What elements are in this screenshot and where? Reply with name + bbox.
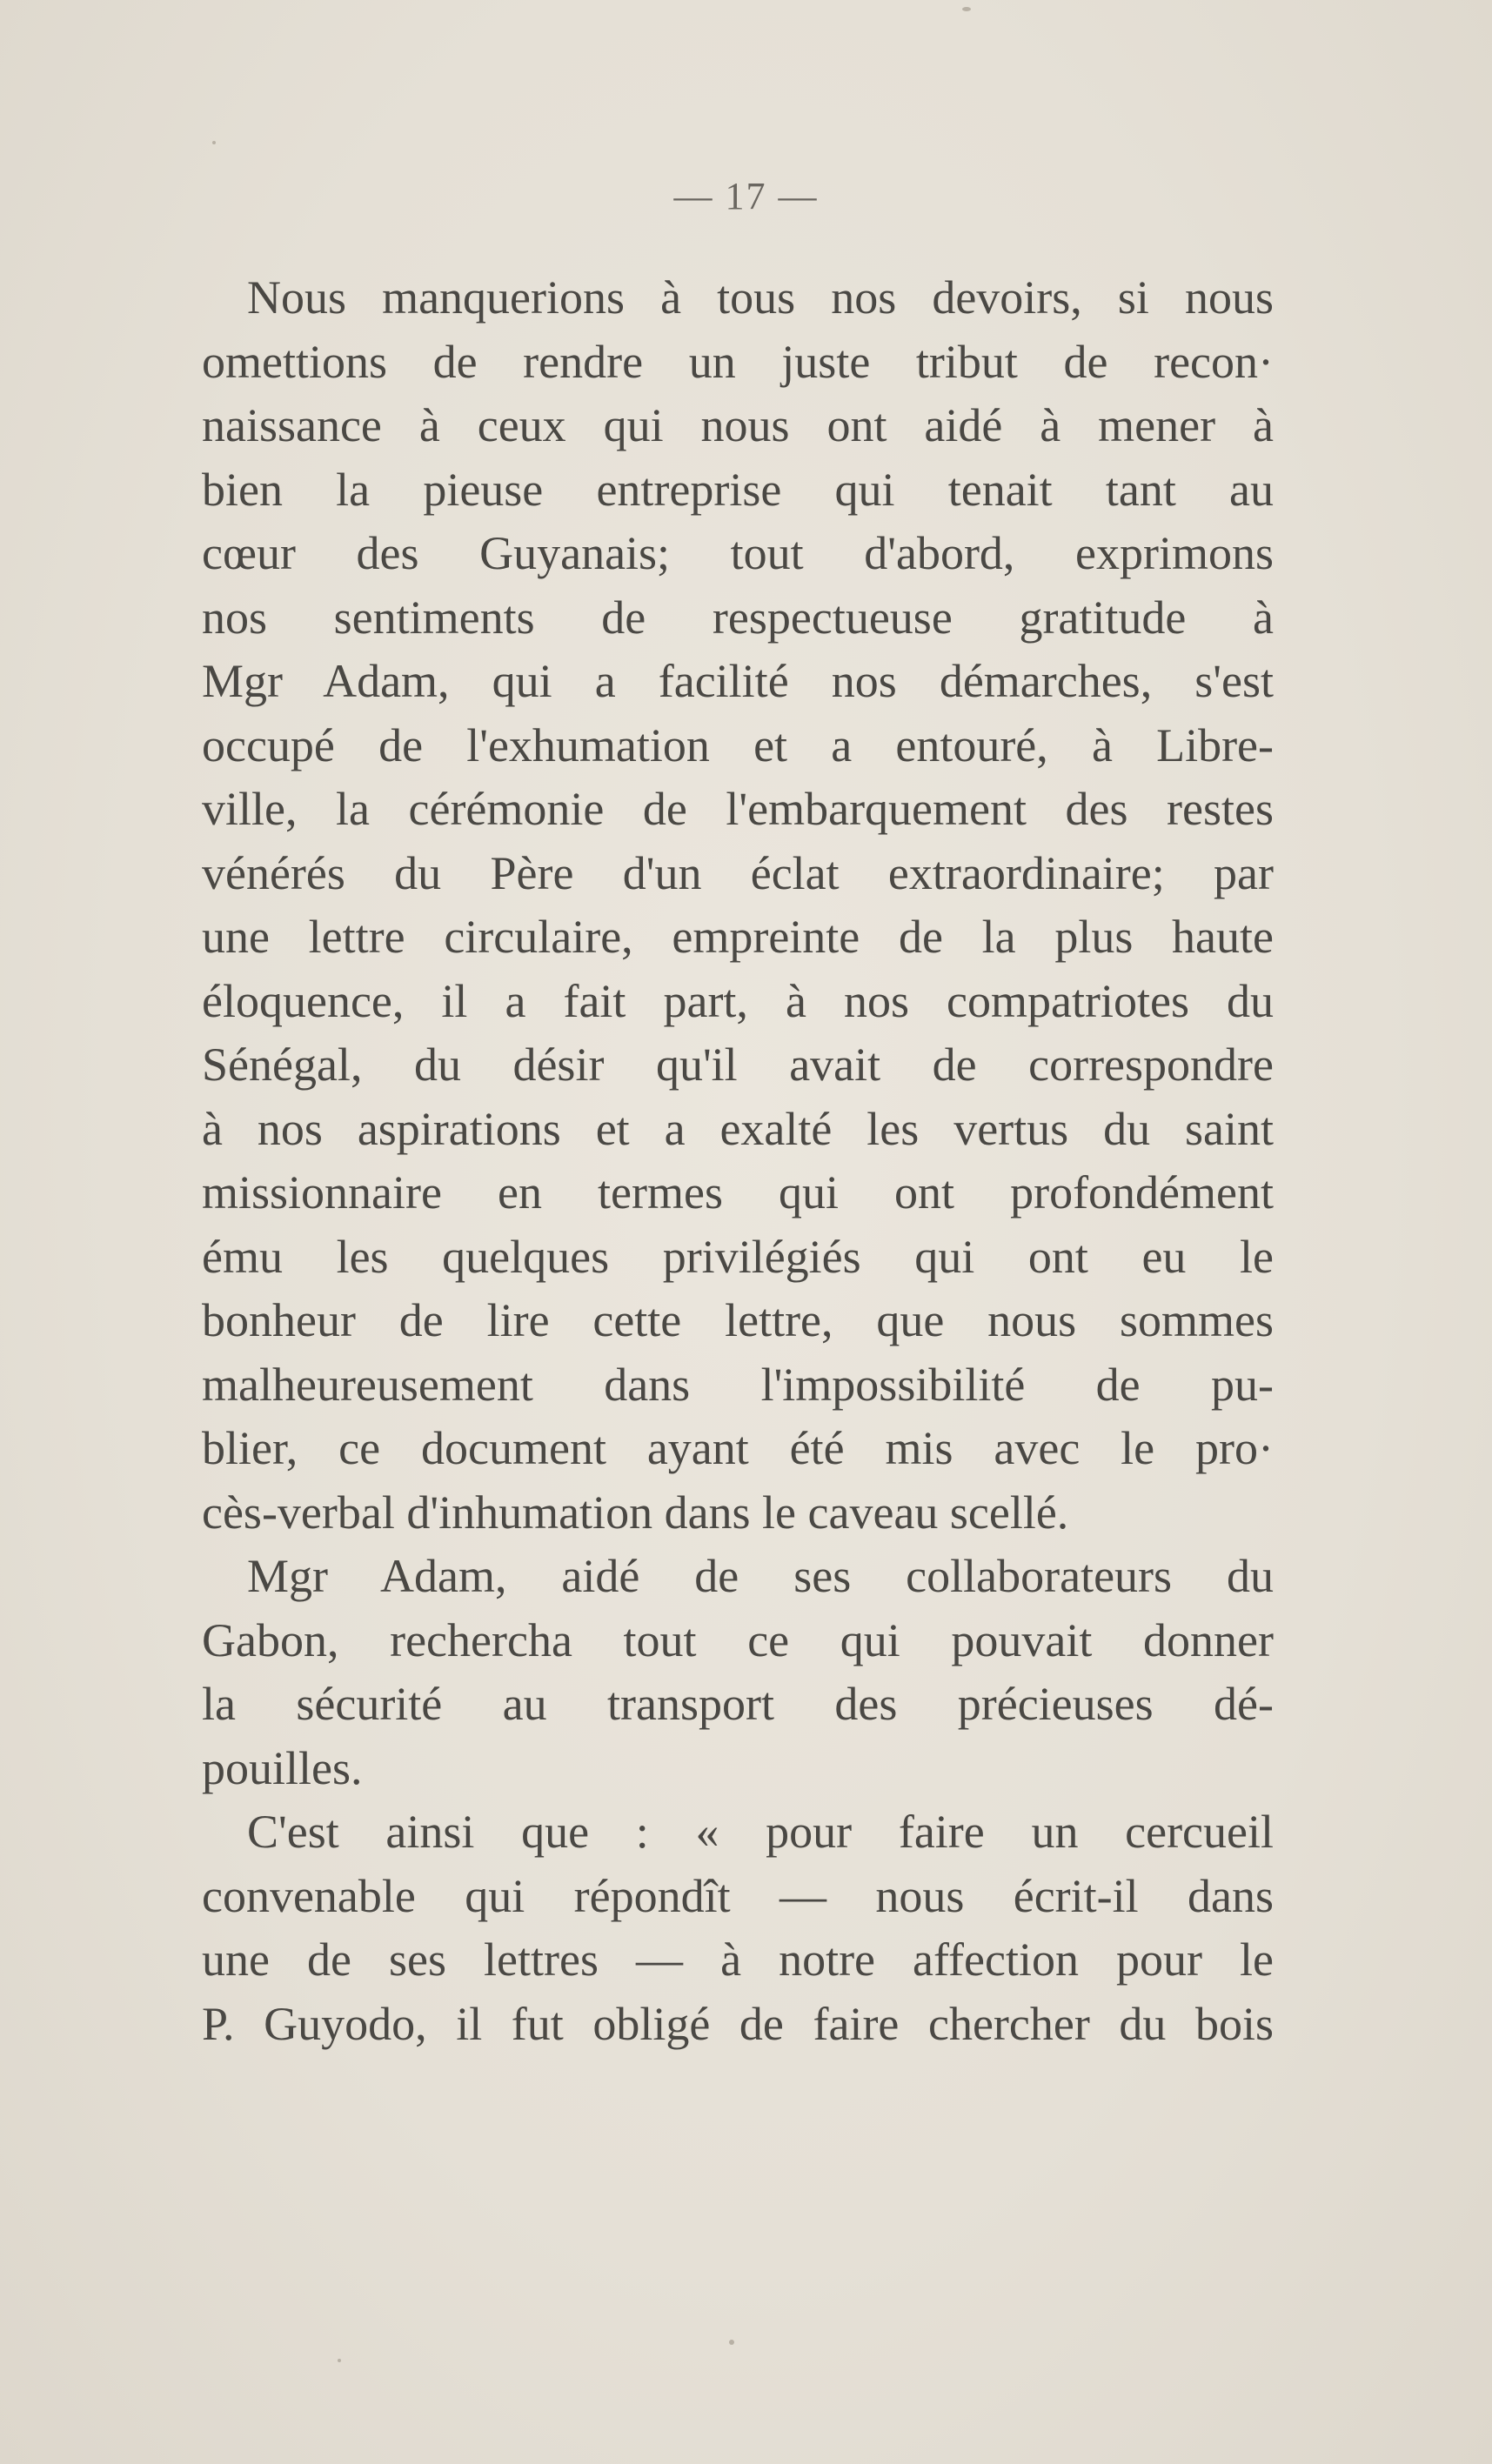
text-line: Mgr Adam, aidé de ses collaborateurs du <box>247 1550 1274 1602</box>
paper-speck <box>338 2359 341 2362</box>
text-line: occupé de l'exhumation et a entouré, à Libre- <box>202 718 1274 771</box>
paper-speck <box>212 141 216 144</box>
text-line: Mgr Adam, qui a facilité nos démarches, s'est <box>202 655 1274 707</box>
text-line: à nos aspirations et a exalté les vertus du saint <box>202 1102 1274 1155</box>
paragraph-2 <box>202 1545 1274 1800</box>
text-line: P. Guyodo, il fut obligé de faire chercher du bois <box>202 1997 1274 2050</box>
text-line: cès-verbal d'inhumation dans le caveau scellé. <box>202 1486 1069 1539</box>
text-line: missionnaire en termes qui ont profondément <box>202 1166 1274 1219</box>
text-line: une lettre circulaire, empreinte de la plus haute <box>202 911 1274 963</box>
text-line: Nous manquerions à tous nos devoirs, si nous <box>247 271 1274 324</box>
text-line: blier, ce document ayant été mis avec le pro· <box>202 1422 1274 1474</box>
text-line: C'est ainsi que : « pour faire un cercueil <box>247 1806 1274 1858</box>
text-line: bonheur de lire cette lettre, que nous sommes <box>202 1294 1274 1346</box>
text-line: éloquence, il a fait part, à nos compatriotes du <box>202 974 1274 1027</box>
page-number: — 17 — <box>673 175 819 217</box>
text-line: Sénégal, du désir qu'il avait de correspondre <box>202 1038 1274 1091</box>
text-line: cœur des Guyanais; tout d'abord, exprimons <box>202 527 1274 579</box>
paper-speck <box>729 2340 734 2345</box>
paper-speck <box>962 7 971 11</box>
text-line: ville, la cérémonie de l'embarquement des restes <box>202 783 1274 835</box>
text-line: une de ses lettres — à notre affection pour le <box>202 1933 1274 1986</box>
body-text <box>202 266 1274 2056</box>
text-line: bien la pieuse entreprise qui tenait tant au <box>202 463 1274 516</box>
paragraph-3 <box>202 1800 1274 2056</box>
text-line: malheureusement dans l'impossibilité de pu- <box>202 1358 1274 1411</box>
text-line: nos sentiments de respectueuse gratitude à <box>202 591 1274 644</box>
text-line: la sécurité au transport des précieuses dé- <box>202 1678 1274 1730</box>
text-line: vénérés du Père d'un éclat extraordinaire; par <box>202 846 1274 899</box>
text-line: naissance à ceux qui nous ont aidé à mener à <box>202 399 1274 451</box>
text-line: omettions de rendre un juste tribut de recon· <box>202 335 1274 388</box>
text-line: Gabon, rechercha tout ce qui pouvait donner <box>202 1613 1274 1666</box>
text-line: ému les quelques privilégiés qui ont eu le <box>202 1230 1274 1283</box>
text-line: convenable qui répondît — nous écrit-il dans <box>202 1869 1274 1922</box>
paragraph-1 <box>202 266 1274 1545</box>
text-line: pouilles. <box>202 1741 363 1794</box>
